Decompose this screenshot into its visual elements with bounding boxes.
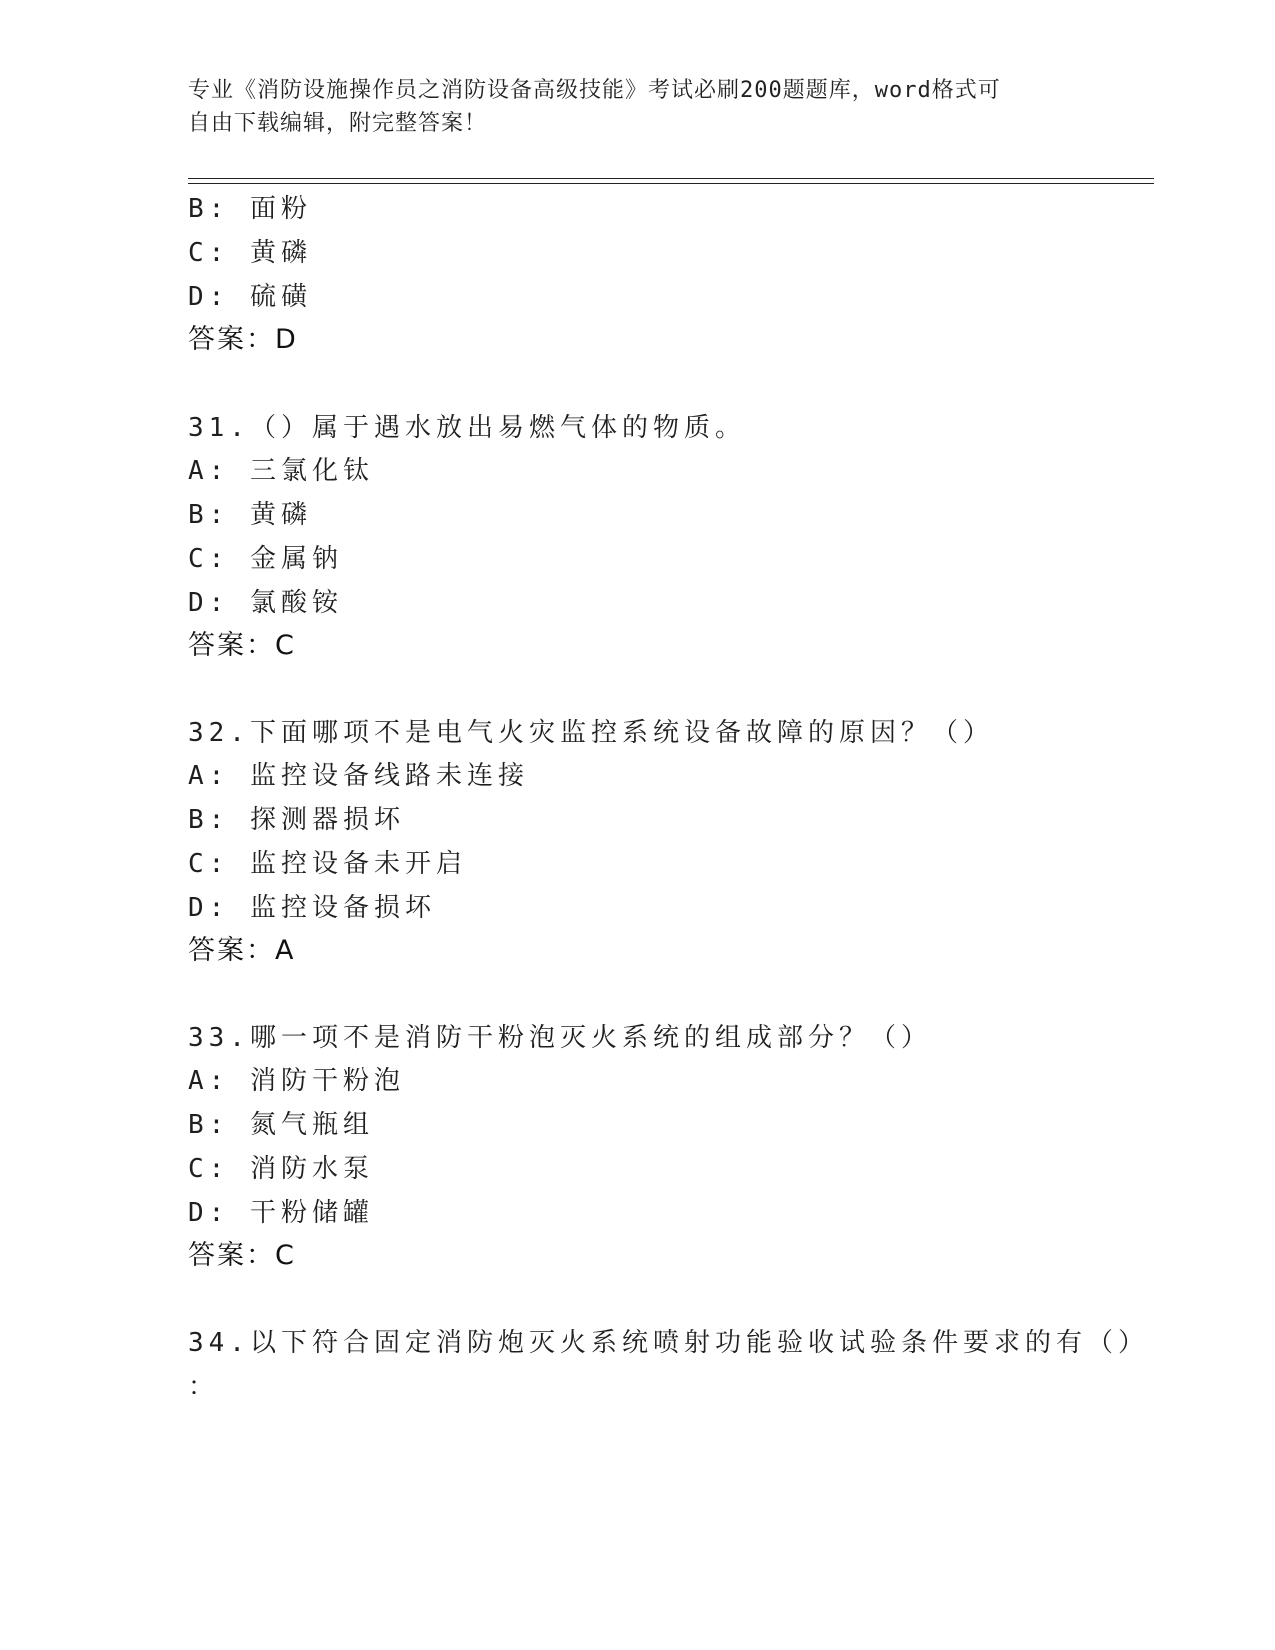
question-33-option-b: B: 氮气瓶组	[188, 1110, 374, 1140]
header-divider-top	[188, 178, 1154, 179]
question-33-option-d: D: 干粉储罐	[188, 1198, 374, 1228]
question-31-stem: 31.（）属于遇水放出易燃气体的物质。	[188, 413, 746, 443]
question-32-answer: 答案：A	[188, 935, 296, 966]
question-32-stem: 32.下面哪项不是电气火灾监控系统设备故障的原因？（）	[188, 718, 994, 748]
option-c: C: 黄磷	[188, 238, 312, 268]
question-32-option-b: B: 探测器损坏	[188, 805, 405, 835]
question-33-answer: 答案：C	[188, 1240, 296, 1271]
question-31-option-d: D: 氯酸铵	[188, 588, 343, 618]
question-33-option-c: C: 消防水泵	[188, 1154, 374, 1184]
option-b: B: 面粉	[188, 194, 312, 224]
question-31-option-b: B: 黄磷	[188, 500, 312, 530]
question-31-option-c: C: 金属钠	[188, 544, 343, 574]
answer-line: 答案：D	[188, 324, 298, 355]
question-34-stem: 34.以下符合固定消防炮灭火系统喷射功能验收试验条件要求的有（）	[188, 1328, 1149, 1358]
question-32-option-a: A: 监控设备线路未连接	[188, 761, 529, 791]
question-33-option-a: A: 消防干粉泡	[188, 1066, 405, 1096]
question-31-answer: 答案：C	[188, 630, 296, 661]
question-34-continuation: ：	[188, 1372, 220, 1402]
header-line-2: 自由下载编辑，附完整答案！	[188, 111, 488, 136]
header-line-1: 专业《消防设施操作员之消防设备高级技能》考试必刷200题题库，word格式可	[188, 78, 1001, 103]
question-32-option-d: D: 监控设备损坏	[188, 893, 436, 923]
option-d: D: 硫磺	[188, 282, 312, 312]
question-32-option-c: C: 监控设备未开启	[188, 849, 467, 879]
header-divider-bottom	[188, 183, 1154, 184]
question-31-option-a: A: 三氯化钛	[188, 456, 374, 486]
document-header	[188, 74, 1068, 140]
question-33-stem: 33.哪一项不是消防干粉泡灭火系统的组成部分？（）	[188, 1023, 932, 1053]
